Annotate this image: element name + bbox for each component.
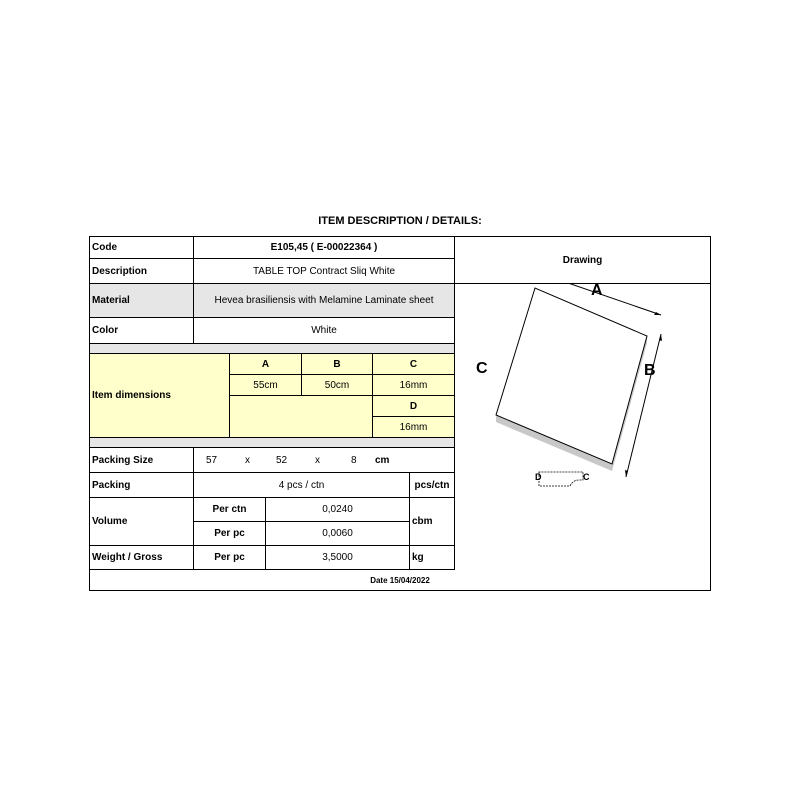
item-details-table: [89, 236, 711, 591]
packing-label: Packing: [90, 473, 194, 498]
page-title: ITEM DESCRIPTION / DETAILS:: [318, 215, 482, 227]
description-value: TABLE TOP Contract Sliq White: [194, 259, 455, 284]
code-value: E105,45 ( E-00022364 ): [194, 237, 455, 259]
table-top-drawing: [455, 284, 710, 570]
volume-label: Volume: [90, 498, 194, 546]
packing-size-unit: cm: [375, 454, 390, 466]
date-footer: Date 15/04/2022: [370, 575, 430, 585]
drawing-header: Drawing: [455, 237, 710, 284]
color-value: White: [194, 318, 455, 344]
volume-per-pc-value: 0,0060: [266, 522, 410, 546]
material-label: Material: [90, 284, 194, 318]
packing-width: 52: [276, 454, 288, 466]
dim-value-c: 16mm: [373, 375, 455, 396]
dim-header-c: C: [373, 354, 455, 375]
drawing-label-a: A: [591, 282, 603, 299]
volume-per-ctn-value: 0,0240: [266, 498, 410, 522]
weight-unit: kg: [410, 546, 455, 570]
weight-label: Weight / Gross: [90, 546, 194, 570]
drawing-label-d: D: [535, 472, 542, 482]
volume-per-pc-label: Per pc: [194, 522, 266, 546]
volume-unit: cbm: [410, 498, 455, 546]
drawing-label-c: C: [476, 360, 488, 377]
packing-unit: pcs/ctn: [410, 473, 455, 498]
description-label: Description: [90, 259, 194, 284]
spacer-row: [90, 344, 455, 354]
packing-size-label: Packing Size: [90, 448, 194, 473]
spacer-row-2: [90, 438, 455, 448]
item-dimensions-label: Item dimensions: [90, 354, 230, 438]
dim-header-b: B: [302, 354, 373, 375]
drawing-area: [455, 284, 710, 570]
material-value: Hevea brasiliensis with Melamine Laminate sheet: [194, 284, 455, 318]
dim-value-b: 50cm: [302, 375, 373, 396]
packing-length: 57: [206, 454, 218, 466]
dim-header-a: A: [230, 354, 302, 375]
code-label: Code: [90, 237, 194, 259]
volume-per-ctn-label: Per ctn: [194, 498, 266, 522]
weight-value: 3,5000: [266, 546, 410, 570]
dim-empty-cell: [230, 396, 373, 438]
dim-value-d: 16mm: [373, 417, 455, 438]
packing-value: 4 pcs / ctn: [194, 473, 410, 498]
drawing-label-c2: C: [583, 472, 590, 482]
packing-x2: x: [315, 454, 320, 466]
packing-x1: x: [245, 454, 250, 466]
drawing-label-b: B: [644, 362, 656, 379]
color-label: Color: [90, 318, 194, 344]
packing-size-value: [194, 448, 455, 473]
weight-per-pc-label: Per pc: [194, 546, 266, 570]
packing-height: 8: [351, 454, 357, 466]
dim-header-d: D: [373, 396, 455, 417]
dim-value-a: 55cm: [230, 375, 302, 396]
